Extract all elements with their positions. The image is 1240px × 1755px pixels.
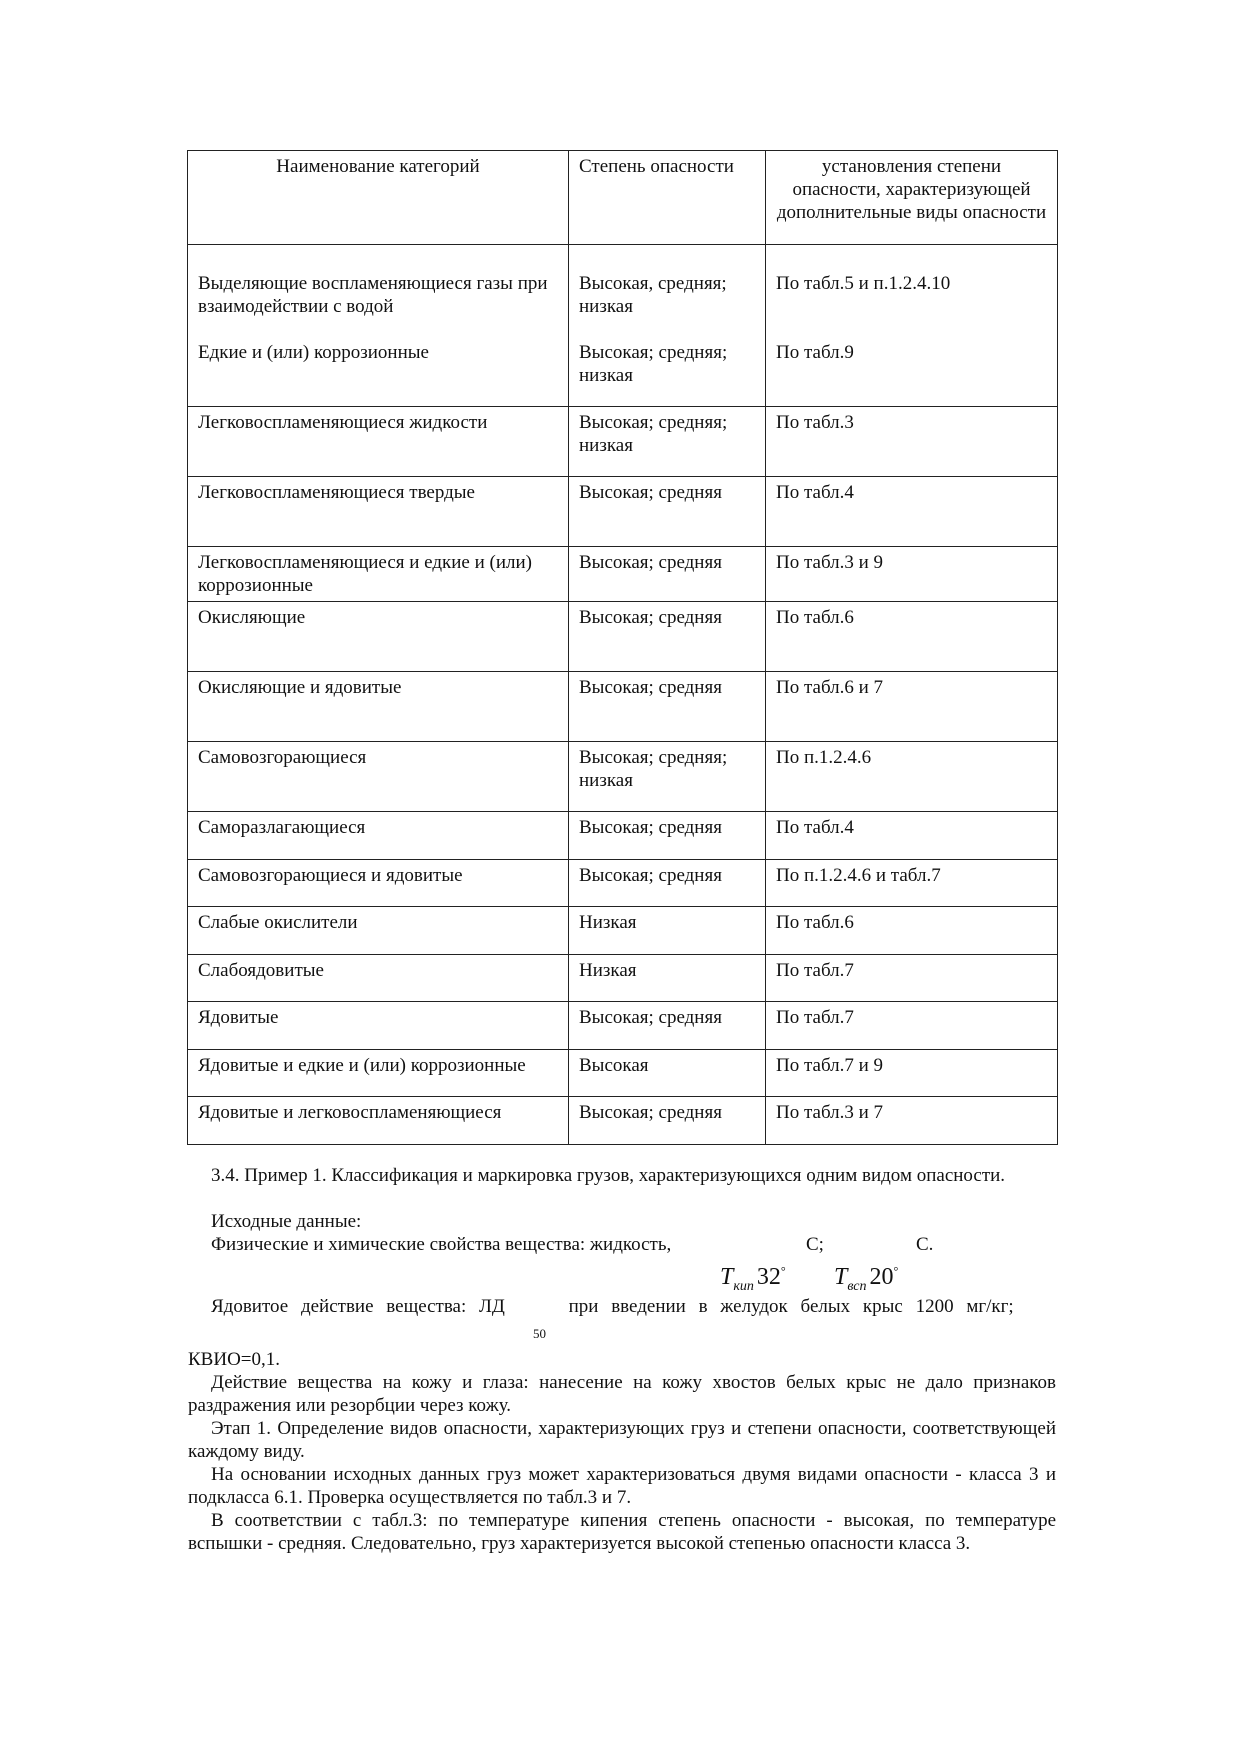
cell-degree: Низкая <box>569 955 766 1002</box>
cell-reference: По п.1.2.4.6 <box>766 742 1058 812</box>
table-row <box>188 477 1058 547</box>
cell-reference: По табл.6 и 7 <box>766 672 1058 742</box>
cell-category: Слабые окислители <box>188 907 569 955</box>
temperature-subscript: кип <box>733 1278 754 1294</box>
table-row <box>188 860 1058 907</box>
header-category: Наименование категорий <box>188 151 569 245</box>
cell-reference: По табл.3 и 9 <box>766 547 1058 602</box>
cell-reference: По табл.7 и 9 <box>766 1050 1058 1097</box>
degree-text: Высокая; средняя; низкая <box>579 342 728 386</box>
cell-degree: Высокая; средняя; низкая <box>569 742 766 812</box>
cell-degree: Высокая; средняя <box>569 547 766 602</box>
table-row <box>188 245 1058 407</box>
degree-sign: ° <box>780 1264 786 1278</box>
table-row <box>188 907 1058 955</box>
cell-degree: Высокая <box>569 1050 766 1097</box>
cell-category: Ядовитые и едкие и (или) коррозионные <box>188 1050 569 1097</box>
category-text: Выделяющие воспламеняющиеся газы при взаимодействии с водой <box>198 273 548 317</box>
temperature-value: 32 <box>756 1264 781 1290</box>
cell-category: Окисляющие и ядовитые <box>188 672 569 742</box>
cell-reference: По п.1.2.4.6 и табл.7 <box>766 860 1058 907</box>
hazard-categories-table <box>187 150 1058 1145</box>
cell-reference: По табл.7 <box>766 1002 1058 1050</box>
cell-degree: Высокая; средняя <box>569 1097 766 1145</box>
cell-degree: Высокая; средняя <box>569 602 766 672</box>
degree-sign: ° <box>893 1264 899 1278</box>
cell-degree: Высокая; средняя <box>569 1002 766 1050</box>
header-degree: Степень опасности <box>569 151 766 245</box>
degree-text: Высокая, средняя; низкая <box>579 273 727 317</box>
paragraph-skin-action: Действие вещества на кожу и глаза: нанесение на кожу хвостов белых крыс не дало признаков раздражения или резорбции через кожу. <box>188 1372 1056 1416</box>
temperature-value: 20 <box>869 1264 894 1290</box>
paragraph-toxic-action: Ядовитое действие вещества: ЛД при введении в желудок белых крыс 1200 мг/кг; <box>211 1296 1014 1317</box>
reference-text: По табл.9 <box>776 342 854 363</box>
cell-category: Ядовитые <box>188 1002 569 1050</box>
cell-degree <box>569 245 766 407</box>
cell-category: Слабоядовитые <box>188 955 569 1002</box>
paragraph-kvio: КВИО=0,1. <box>188 1349 281 1370</box>
table-row <box>188 602 1058 672</box>
temperature-subscript: всп <box>847 1278 867 1294</box>
cell-reference <box>766 245 1058 407</box>
table-row <box>188 812 1058 860</box>
cell-degree: Высокая; средняя; низкая <box>569 407 766 477</box>
category-text: Едкие и (или) коррозионные <box>198 342 429 363</box>
table-header-row <box>188 151 1058 245</box>
temperature-symbol: T <box>720 1264 734 1290</box>
cell-category: Самовозгорающиеся <box>188 742 569 812</box>
table-row <box>188 1050 1058 1097</box>
paragraph-conclusion: В соответствии с табл.3: по температуре кипения степень опасности - высокая, по температуре вспышки - средняя. Следовательно, груз характеризуется высокой степенью опасности класса 3. <box>188 1510 1056 1554</box>
cell-degree: Высокая; средняя <box>569 860 766 907</box>
table-row <box>188 407 1058 477</box>
cell-degree: Высокая; средняя <box>569 812 766 860</box>
paragraph-basis: На основании исходных данных груз может характеризоваться двумя видами опасности - класса 3 и подкласса 6.1. Проверка осуществляется по табл.3 и 7. <box>188 1464 1056 1508</box>
table-row <box>188 742 1058 812</box>
cell-category: Ядовитые и легковоспламеняющиеся <box>188 1097 569 1145</box>
table-row <box>188 1097 1058 1145</box>
cell-category: Легковоспламеняющиеся и едкие и (или) коррозионные <box>188 547 569 602</box>
cell-reference: По табл.3 и 7 <box>766 1097 1058 1145</box>
unit-celsius-1: С; <box>806 1234 824 1255</box>
table-row <box>188 955 1058 1002</box>
temperature-symbol: T <box>834 1264 848 1290</box>
cell-reference: По табл.6 <box>766 602 1058 672</box>
paragraph-stage-1: Этап 1. Определение видов опасности, характеризующих груз и степени опасности, соответствующей каждому виду. <box>188 1418 1056 1462</box>
cell-degree: Высокая; средняя <box>569 477 766 547</box>
table-row <box>188 672 1058 742</box>
ld-subscript: 50 <box>533 1326 546 1341</box>
cell-reference: По табл.4 <box>766 477 1058 547</box>
cell-degree: Высокая; средняя <box>569 672 766 742</box>
cell-category <box>188 245 569 407</box>
cell-reference: По табл.6 <box>766 907 1058 955</box>
paragraph-source-data: Исходные данные: <box>211 1211 362 1232</box>
cell-degree: Низкая <box>569 907 766 955</box>
table-row <box>188 547 1058 602</box>
cell-reference: По табл.7 <box>766 955 1058 1002</box>
cell-category: Легковоспламеняющиеся твердые <box>188 477 569 547</box>
header-method: установления степени опасности, характеризующей дополнительные виды опасности <box>766 151 1058 245</box>
paragraph-example-title: 3.4. Пример 1. Классификация и маркировка грузов, характеризующихся одним видом опасности. <box>211 1165 1006 1186</box>
cell-reference: По табл.3 <box>766 407 1058 477</box>
cell-category: Окисляющие <box>188 602 569 672</box>
cell-category: Саморазлагающиеся <box>188 812 569 860</box>
table-row <box>188 1002 1058 1050</box>
reference-text: По табл.5 и п.1.2.4.10 <box>776 273 951 294</box>
paragraph-properties: Физические и химические свойства вещества: жидкость, <box>211 1234 672 1255</box>
unit-celsius-2: С. <box>916 1234 934 1255</box>
cell-category: Самовозгорающиеся и ядовитые <box>188 860 569 907</box>
cell-category: Легковоспламеняющиеся жидкости <box>188 407 569 477</box>
cell-reference: По табл.4 <box>766 812 1058 860</box>
